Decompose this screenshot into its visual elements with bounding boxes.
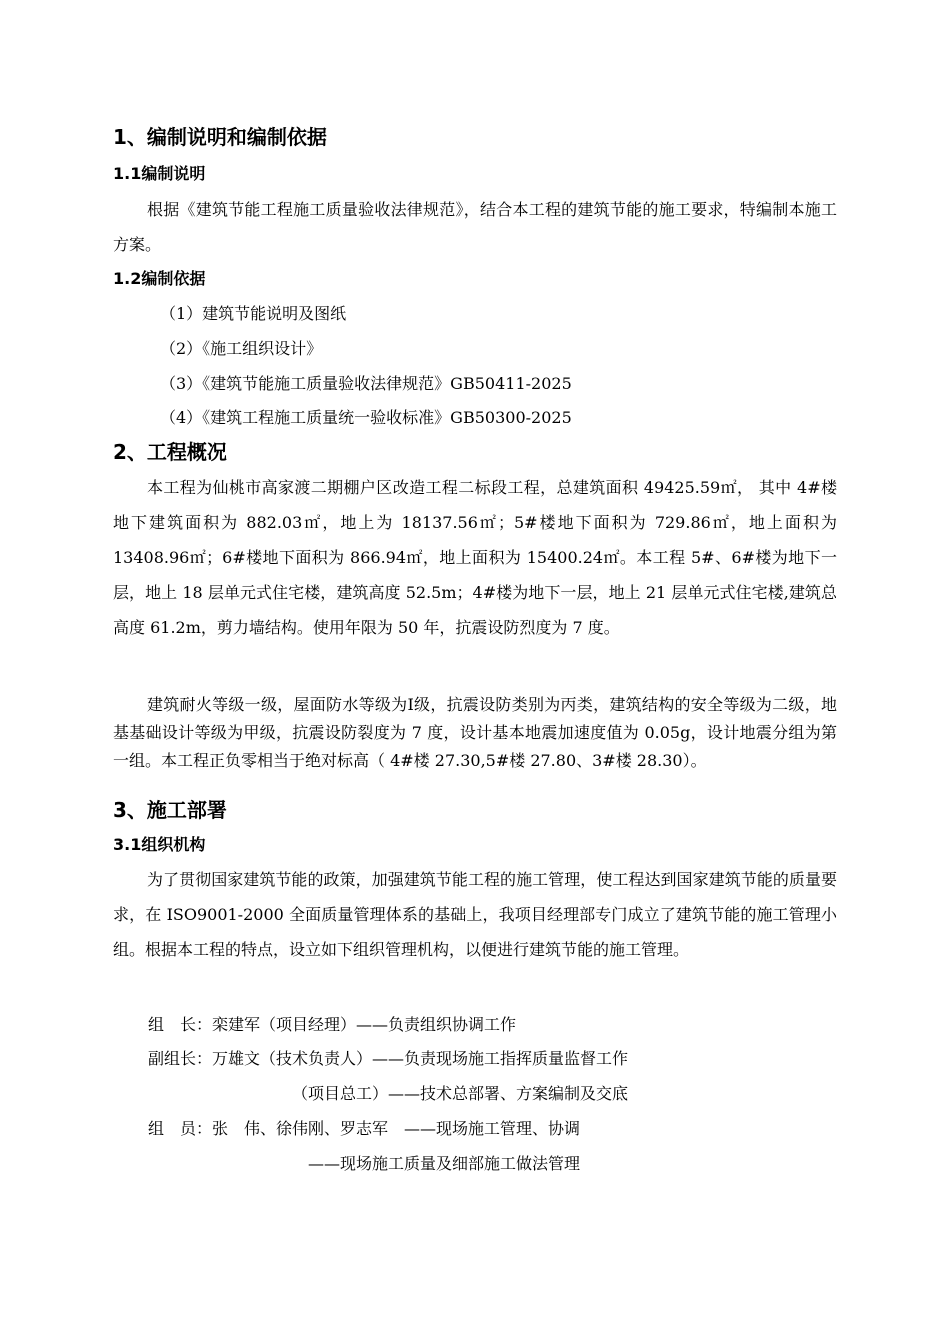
section-3-heading: 3、施工部署 — [113, 798, 227, 822]
basis-item-4: （4）《建筑工程施工质量统一验收标准》GB50300-2025 — [160, 408, 572, 427]
basis-item-2: （2）《施工组织设计》 — [160, 339, 323, 358]
section-3-1-heading: 3.1组织机构 — [113, 835, 206, 854]
section-2-heading: 2、工程概况 — [113, 440, 227, 464]
section-3-1-paragraph: 为了贯彻国家建筑节能的政策，加强建筑节能工程的施工管理，使工程达到国家建筑节能的质量要求，在 ISO9001-2000 全面质量管理体系的基础上，我项目经理部专门成立了建筑节能的施工管理小组。根据本工程的特点，设立如下组织管理机构，以便进行建筑节能的施工管理。 — [113, 870, 837, 959]
section-1-heading: 1、编制说明和编制依据 — [113, 125, 327, 149]
basis-item-3: （3）《建筑节能施工质量验收法律规范》GB50411-2025 — [160, 374, 572, 393]
section-1-2-heading: 1.2编制依据 — [113, 269, 206, 288]
section-1-1-paragraph: 根据《建筑节能工程施工质量验收法律规范》，结合本工程的建筑节能的施工要求，特编制本施工方案。 — [113, 200, 837, 254]
section-2-paragraph-1: 本工程为仙桃市高家渡二期棚户区改造工程二标段工程，总建筑面积 49425.59㎡， 其中 4#楼地下建筑面积为 882.03㎡，地上为 18137.56㎡；5#楼地下面积为 729.86㎡，地上面积为 13408.96㎡；6#楼地下面积为 866.94㎡，地上面积为 15400.24㎡。本工程 5#、6#楼为地下一层，地上 18 层单元式住宅楼，建筑高度 52.5m；4#楼为地下一层，地上 21 层单元式住宅楼,建筑总高度 61.2m，剪力墙结构。使用年限为 50 年，抗震设防烈度为 7 度。 — [113, 478, 837, 637]
org-deputy-leader: 副组长：万雄文（技术负责人）——负责现场施工指挥质量监督工作 — [148, 1049, 629, 1068]
org-members: 组 员：张 伟、徐伟刚、罗志军 ——现场施工管理、协调 — [148, 1119, 581, 1138]
org-chief-engineer: （项目总工）——技术总部署、方案编制及交底 — [292, 1084, 629, 1103]
org-quality-management: ——现场施工质量及细部施工做法管理 — [308, 1154, 581, 1173]
org-leader: 组 长：栾建军（项目经理）——负责组织协调工作 — [148, 1015, 517, 1034]
basis-item-1: （1）建筑节能说明及图纸 — [160, 304, 347, 323]
section-2-paragraph-2: 建筑耐火等级一级，屋面防水等级为Ⅰ级，抗震设防类别为丙类，建筑结构的安全等级为二级，地基基础设计等级为甲级，抗震设防裂度为 7 度，设计基本地震加速度值为 0.05g，设计地震分组为第一组。本工程正负零相当于绝对标高（ 4#楼 27.30,5#楼 27.80、3#楼 28.30）。 — [113, 695, 837, 770]
section-1-1-heading: 1.1编制说明 — [113, 164, 206, 183]
